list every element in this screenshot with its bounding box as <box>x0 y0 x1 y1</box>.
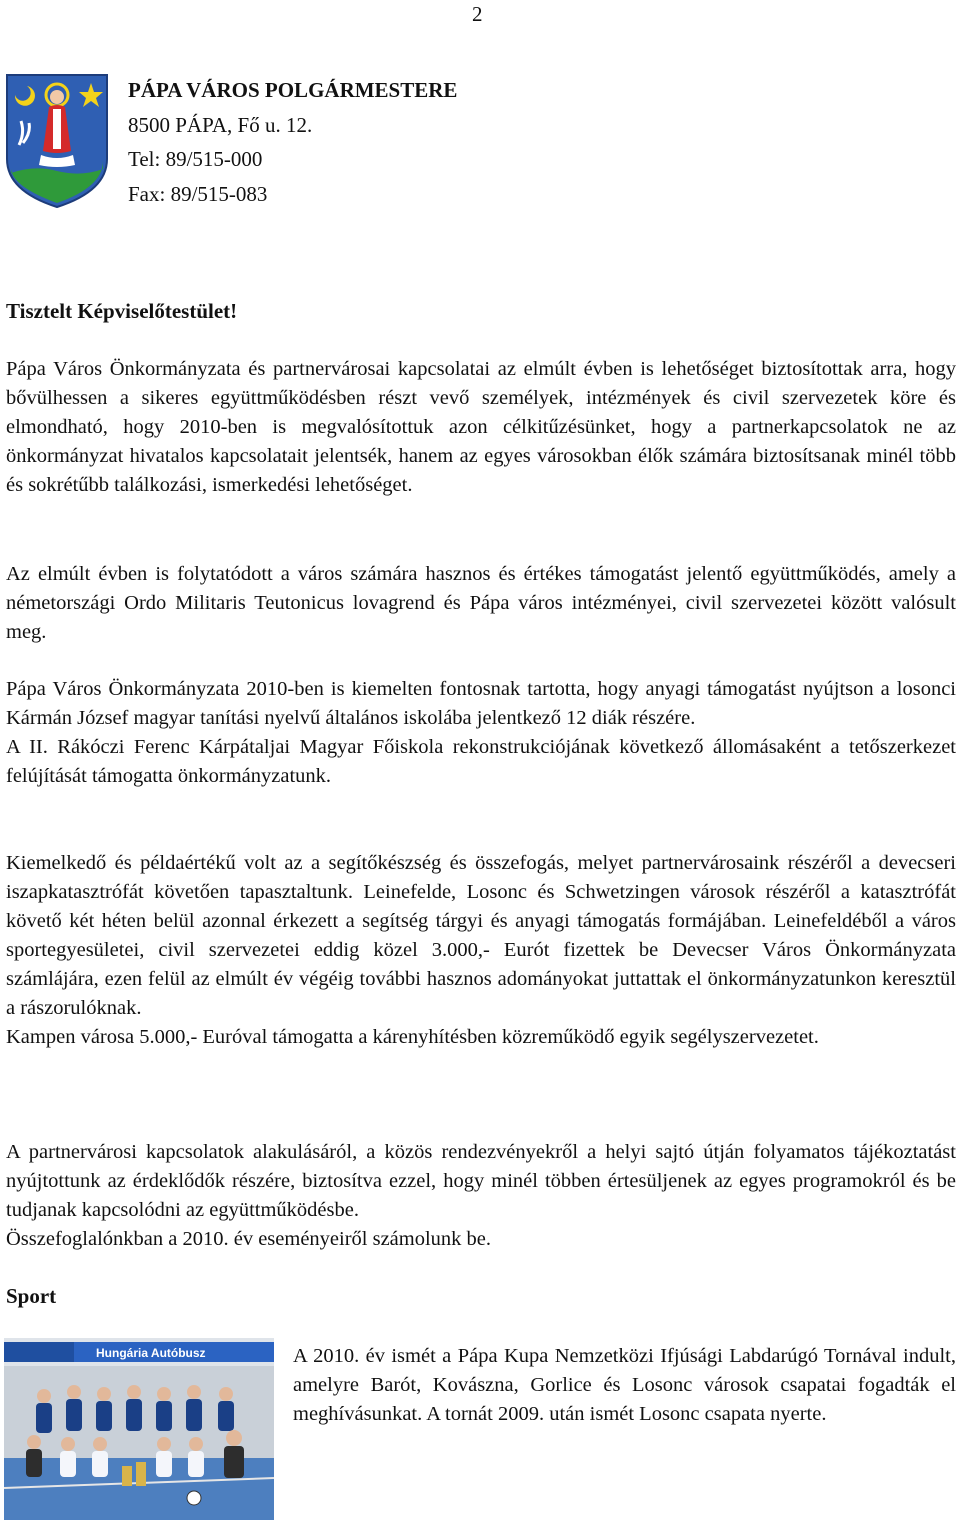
letterhead-title: PÁPA VÁROS POLGÁRMESTERE <box>128 78 458 102</box>
coat-of-arms-logo <box>5 73 109 209</box>
paragraph: A partnervárosi kapcsolatok alakulásáról, a közös rendezvényekről a helyi sajtó útján folyamatos tájékoztatást nyújtottunk az érdeklődők részére, biztosítva ezzel, hogy minél többen értesüljenek az egyes programokról és be tudjanak kapcsolódni az együttműködésbe. <box>6 1141 956 1221</box>
paragraph-disaster <box>6 849 956 1052</box>
paragraph-teutonic <box>6 560 956 647</box>
paragraph-intro <box>6 355 956 500</box>
photo-banner-text: Hungária Autóbusz <box>96 1346 206 1360</box>
page-number: 2 <box>472 2 483 26</box>
team-photo-image <box>4 1338 274 1520</box>
paragraph: Az elmúlt évben is folytatódott a város számára hasznos és értékes támogatást jelentő együttműködés, amely a németországi Ordo Militaris Teutonicus lovagrend és Pápa város intézményei, civil szervezetei között valósult meg. <box>6 563 956 643</box>
paragraph: Összefoglalónkban a 2010. év eseményeiről számolunk be. <box>6 1228 492 1250</box>
letterhead-address: 8500 PÁPA, Fő u. 12. <box>128 112 313 137</box>
letterhead <box>128 73 457 211</box>
sport-paragraph: A 2010. év ismét a Pápa Kupa Nemzetközi Ifjúsági Labdarúgó Tornával indult, amelyre Barót, Kovászna, Gorlice és Losonc városok csapatai fogadták el meghívásunkat. A tornát 2009. után ismét Losonc csapata nyerte. <box>293 1345 956 1425</box>
paragraph: A II. Rákóczi Ferenc Kárpátaljai Magyar Főiskola rekonstrukciójának következő állomásaként a tetőszerkezet felújítását támogatta önkormányzatunk. <box>6 736 956 787</box>
team-photo <box>4 1338 274 1520</box>
paragraph: Kampen városa 5.000,- Euróval támogatta a kárenyhítésben közreműködő egyik segélyszervezetet. <box>6 1026 819 1048</box>
paragraph: Kiemelkedő és példaértékű volt az a segítőkészség és összefogás, melyet partnervárosaink részéről a devecseri iszapkatasztrófát követően tapasztaltunk. Leinefelde, Losonc és Schwetzingen városok részéről a katasztrófát követő két héten belül azonnal érkezett a segítség tárgyi és anyagi támogatás formájában. Leinefeldéből a város sportegyesületei, civil szervezetei eddig közel 3.000,- Eurót fizettek be Devecser Város Önkormányzata számlájára, ezen felül az elmúlt év végéig további hasznos adományokat juttattak el önkormányzatunkon keresztül a rászorulóknak. <box>6 852 956 1019</box>
paragraph-press <box>6 1138 956 1254</box>
letterhead-tel: Tel: 89/515-000 <box>128 147 263 171</box>
paragraph-support <box>6 675 956 791</box>
paragraph: Pápa Város Önkormányzata és partnervárosai kapcsolatai az elmúlt évben is lehetőséget biztosítottak arra, hogy bővülhessen a sikeres együttműködésben részt vevő személyek, intézmények és civil szervezetek köre és elmondható, hogy 2010-ben is megvalósítottuk azon célkitűzésünket, hogy a partnerkapcsolatok ne az önkormányzat hivatalos kapcsolatait jelentsék, hanem az egyes városokban élők számára biztosítsanak minél több és sokrétűbb találkozási, ismerkedési lehetőséget. <box>6 358 956 496</box>
section-title-sport: Sport <box>6 1284 57 1308</box>
salutation: Tisztelt Képviselőtestület! <box>6 299 238 323</box>
letterhead-fax: Fax: 89/515-083 <box>128 181 268 206</box>
paragraph: Pápa Város Önkormányzata 2010-ben is kiemelten fontosnak tartotta, hogy anyagi támogatást nyújtson a losonci Kármán József magyar tanítási nyelvű általános iskolába jelentkező 12 diák részére. <box>6 678 956 729</box>
